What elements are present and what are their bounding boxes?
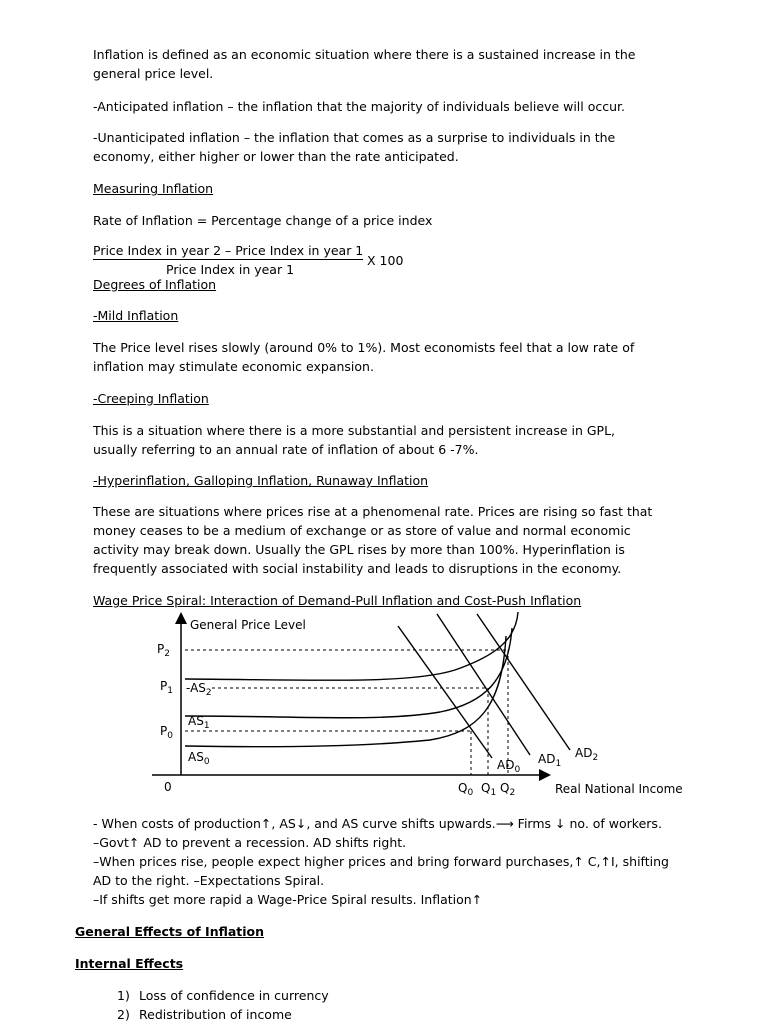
q0-label: $Q_0$ — [458, 781, 474, 798]
wage-price-spiral-diagram — [0, 608, 768, 808]
list-item — [117, 1005, 292, 1024]
p2-label: $P_2$ — [157, 642, 170, 659]
x-axis-label: Real National Income — [555, 782, 683, 796]
list-item-text: Loss of confidence in currency — [139, 988, 329, 1003]
note-1-part-d: Firms — [513, 816, 556, 831]
creeping-text: This is a situation where there is a more substantial and persistent increase in GPL, usually referring to an annual rate of inflation of about 6 -7%. — [93, 423, 616, 457]
list-number: 2) — [117, 1007, 130, 1022]
measuring-heading: Measuring Inflation — [93, 181, 214, 196]
formula-denominator: Price Index in year 1 — [166, 262, 295, 277]
note-2-part-a: –Govt — [93, 835, 129, 850]
formula-multiplier: X 100 — [367, 253, 404, 268]
unanticipated-text: -Unanticipated inflation – the inflation that comes as a surprise to individuals in the economy, either higher or lower than the rate anticipated. — [93, 130, 616, 164]
hyper-text: These are situations where prices rise at a phenomenal rate. Prices are rising so fast that money ceases to be a medium of exchange or as store of value and normal economic activity may break down. Usually the GPL rises by more than 100%. Hyperinflation is frequently associated with social instability and leads to disruptions in the economy. — [93, 504, 653, 576]
ad2-line — [477, 614, 570, 750]
list-item-text: Redistribution of income — [139, 1007, 292, 1022]
note-1-part-e: no. of workers. — [565, 816, 662, 831]
ad1-label: $AD_1$ — [538, 752, 562, 769]
origin-label: 0 — [164, 780, 172, 794]
note-line-4: AD to the right. –Expectations Spiral. — [93, 873, 325, 888]
internal-effects-heading: Internal Effects — [75, 956, 184, 971]
up-arrow-icon: ↑ — [573, 854, 584, 869]
ad2-label: $AD_2$ — [575, 746, 599, 763]
as0-label: $AS_0$ — [188, 750, 210, 767]
p1-label: $P_1$ — [160, 679, 173, 696]
note-line-2 — [93, 833, 406, 852]
q1-label: $Q_1$ — [481, 781, 497, 798]
degrees-heading: Degrees of Inflation — [93, 277, 217, 292]
note-line-1 — [93, 814, 662, 833]
anticipated-text: -Anticipated inflation – the inflation that the majority of individuals believe will occur. — [93, 99, 626, 114]
up-arrow-icon: ↑ — [260, 816, 272, 831]
mild-heading: -Mild Inflation — [93, 308, 179, 323]
as2-label: $-AS_2$ — [186, 681, 212, 698]
formula-numerator: Price Index in year 2 – Price Index in year 1 — [93, 243, 364, 258]
note-1-part-a: - When costs of production — [93, 816, 261, 831]
mild-text: The Price level rises slowly (around 0% to 1%). Most economists feel that a low rate of inflation may stimulate economic expansion. — [93, 340, 635, 374]
effects-heading: General Effects of Inflation — [75, 924, 265, 939]
p0-label: $P_0$ — [160, 724, 173, 741]
up-arrow-icon: ↑ — [600, 854, 611, 869]
ad1-line — [437, 614, 530, 755]
rate-formula: Rate of Inflation = Percentage change of a price index — [93, 213, 433, 228]
as0-curve — [185, 636, 506, 747]
note-5-part-a: –If shifts get more rapid a Wage-Price Spiral results. Inflation — [93, 892, 472, 907]
note-line-5 — [93, 890, 482, 909]
ad0-label: $AD_0$ — [497, 758, 521, 775]
note-3-part-a: –When prices rise, people expect higher prices and bring forward purchases, — [93, 854, 574, 869]
hyper-heading: -Hyperinflation, Galloping Inflation, Runaway Inflation — [93, 473, 429, 488]
right-arrow-icon: ⟶ — [495, 816, 514, 831]
diagram-title: Wage Price Spiral: Interaction of Demand-Pull Inflation and Cost-Push Inflation — [93, 593, 582, 608]
down-arrow-icon: ↓ — [555, 816, 566, 831]
down-arrow-icon: ↓ — [295, 816, 307, 831]
note-line-3 — [93, 852, 669, 871]
as1-label: $AS_1$ — [188, 714, 210, 731]
ad0-line — [398, 626, 492, 758]
note-1-part-c: , and AS curve shifts upwards. — [306, 816, 496, 831]
note-1-part-b: , AS — [271, 816, 296, 831]
list-number: 1) — [117, 988, 130, 1003]
list-item — [117, 986, 329, 1005]
up-arrow-icon: ↑ — [128, 835, 140, 850]
up-arrow-icon: ↑ — [471, 892, 483, 907]
creeping-heading: -Creeping Inflation — [93, 391, 209, 406]
q2-label: $Q_2$ — [500, 781, 516, 798]
note-3-part-c: I, shifting — [611, 854, 669, 869]
as1-curve — [185, 628, 512, 718]
note-2-part-b: AD to prevent a recession. AD shifts right. — [139, 835, 407, 850]
y-axis-label: General Price Level — [190, 618, 306, 632]
note-3-part-b: C, — [583, 854, 601, 869]
definition-text: Inflation is defined as an economic situation where there is a sustained increase in the general price level. — [93, 47, 636, 81]
